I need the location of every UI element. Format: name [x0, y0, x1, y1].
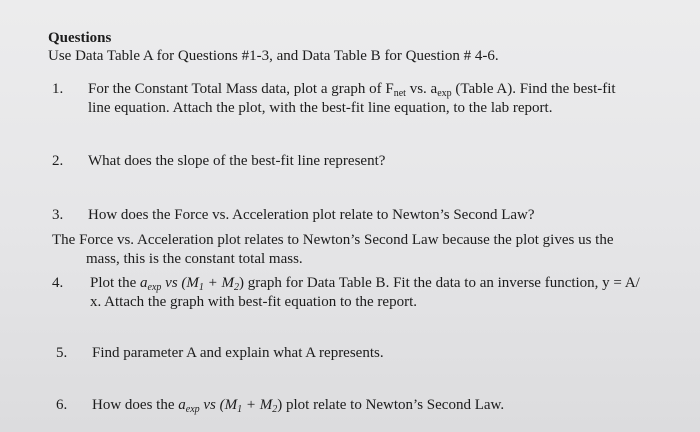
question-number: 1. — [52, 81, 64, 97]
question-number: 2. — [52, 153, 64, 169]
question-text: How does the Force vs. Acceleration plot relate to Newton’s Second Law? — [88, 207, 535, 223]
question-text-line2: line equation. Attach the plot, with the best-fit line equation, to the lab report. — [88, 100, 553, 116]
question-number: 3. — [52, 207, 64, 223]
question-text: Find parameter A and explain what A represents. — [92, 345, 384, 361]
answer-3 — [52, 231, 614, 269]
question-6 — [56, 396, 676, 416]
answer-line1: The Force vs. Acceleration plot relates to Newton’s Second Law because the plot gives us the — [52, 232, 614, 248]
question-number: 4. — [52, 275, 64, 291]
question-text: Plot the $a_{exp}$ vs $(M_1 + M_2)$ graph for Data Table B. Fit the data to an inverse function, y = A/ — [90, 275, 640, 293]
question-text: How does the $a_{exp}$ vs $(M_1 + M_2)$ plot relate to Newton’s Second Law. — [92, 397, 505, 415]
question-3 — [52, 206, 672, 226]
question-number: 6. — [56, 397, 68, 413]
questions-heading: Questions — [48, 30, 112, 46]
question-number: 5. — [56, 345, 68, 361]
intro-text: Use Data Table A for Questions #1-3, and Data Table B for Question # 4-6. — [48, 48, 499, 64]
question-1 — [52, 80, 672, 120]
question-text-line2: x. Attach the graph with best-fit equation to the report. — [90, 294, 417, 310]
answer-line2: mass, this is the constant total mass. — [86, 251, 303, 267]
question-text: For the Constant Total Mass data, plot a graph of $F_{net}$ vs. $a_{exp}$ (Table A). Find the best-fit — [88, 81, 616, 99]
question-text: What does the slope of the best-fit line represent? — [88, 153, 386, 169]
question-2 — [52, 152, 672, 172]
question-4 — [52, 274, 682, 314]
question-5 — [56, 344, 676, 364]
